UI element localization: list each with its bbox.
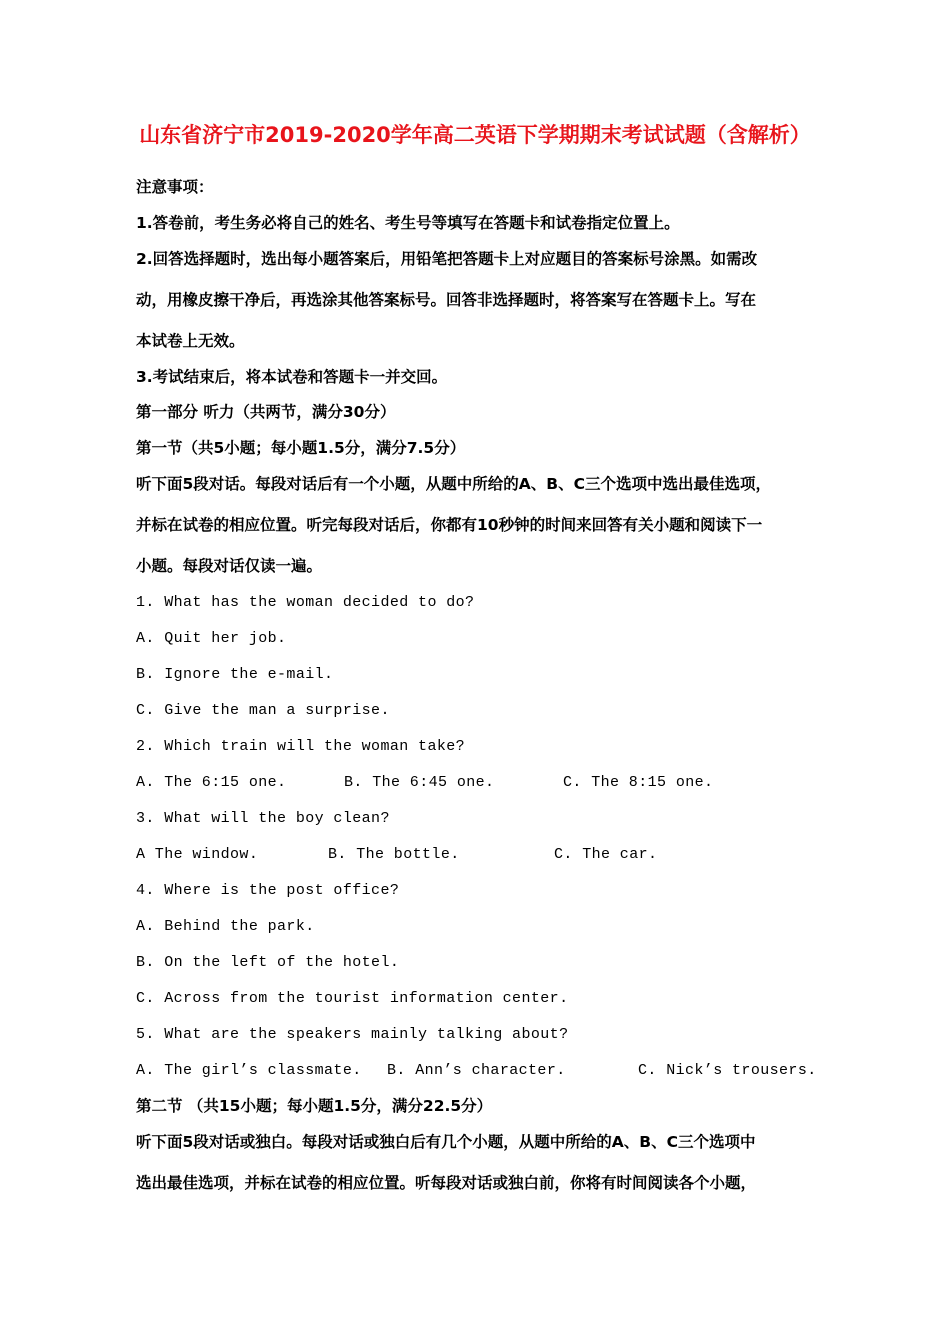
section2-heading: 第二节 （共15小题；每小题1.5分，满分22.5分） — [136, 1097, 493, 1115]
notice-heading: 注意事项： — [136, 178, 214, 196]
question-1: 1. What has the woman decided to do? — [136, 594, 475, 611]
question-2-option-c: C. The 8:15 one. — [563, 774, 714, 791]
section1-instruction-line-3: 小题。每段对话仅读一遍。 — [136, 557, 323, 575]
question-2: 2. Which train will the woman take? — [136, 738, 466, 755]
question-5-option-b: B. Ann’s character. — [387, 1062, 566, 1079]
notice-item-2-line-1: 2.回答选择题时，选出每小题答案后，用铅笔把答题卡上对应题目的答案标号涂黑。如需改 — [136, 250, 758, 268]
question-4-option-b: B. On the left of the hotel. — [136, 954, 400, 971]
question-5: 5. What are the speakers mainly talking about? — [136, 1026, 569, 1043]
question-2-option-a: A. The 6:15 one. — [136, 774, 287, 791]
question-5-option-a: A. The girl’s classmate. — [136, 1062, 362, 1079]
question-4: 4. Where is the post office? — [136, 882, 400, 899]
section2-instruction-line-1: 听下面5段对话或独白。每段对话或独白后有几个小题，从题中所给的A、B、C三个选项中 — [136, 1133, 756, 1151]
question-1-option-a: A. Quit her job. — [136, 630, 287, 647]
section2-instruction-line-2: 选出最佳选项，并标在试卷的相应位置。听每段对话或独白前，你将有时间阅读各个小题， — [136, 1174, 757, 1192]
question-5-option-c: C. Nick’s trousers. — [638, 1062, 817, 1079]
notice-item-3: 3.考试结束后，将本试卷和答题卡一并交回。 — [136, 368, 448, 386]
question-3-option-a: A The window. — [136, 846, 259, 863]
question-3: 3. What will the boy clean? — [136, 810, 390, 827]
question-1-option-b: B. Ignore the e-mail. — [136, 666, 334, 683]
notice-item-2-line-2: 动，用橡皮擦干净后，再选涂其他答案标号。回答非选择题时，将答案写在答题卡上。写在 — [136, 291, 757, 309]
notice-item-1: 1.答卷前，考生务必将自己的姓名、考生号等填写在答题卡和试卷指定位置上。 — [136, 214, 680, 232]
document-title: 山东省济宁市2019-2020学年高二英语下学期期末考试试题（含解析） — [139, 123, 811, 147]
section1-heading: 第一节（共5小题；每小题1.5分，满分7.5分） — [136, 439, 466, 457]
question-4-option-c: C. Across from the tourist information center. — [136, 990, 569, 1007]
question-3-option-c: C. The car. — [554, 846, 658, 863]
question-2-option-b: B. The 6:45 one. — [344, 774, 495, 791]
section1-instruction-line-2: 并标在试卷的相应位置。听完每段对话后，你都有10秒钟的时间来回答有关小题和阅读下一 — [136, 516, 763, 534]
question-1-option-c: C. Give the man a surprise. — [136, 702, 390, 719]
notice-item-2-line-3: 本试卷上无效。 — [136, 332, 245, 350]
section1-instruction-line-1: 听下面5段对话。每段对话后有一个小题，从题中所给的A、B、C三个选项中选出最佳选项， — [136, 475, 771, 493]
question-3-option-b: B. The bottle. — [328, 846, 460, 863]
question-4-option-a: A. Behind the park. — [136, 918, 315, 935]
part1-heading: 第一部分 听力（共两节，满分30分） — [136, 403, 396, 421]
